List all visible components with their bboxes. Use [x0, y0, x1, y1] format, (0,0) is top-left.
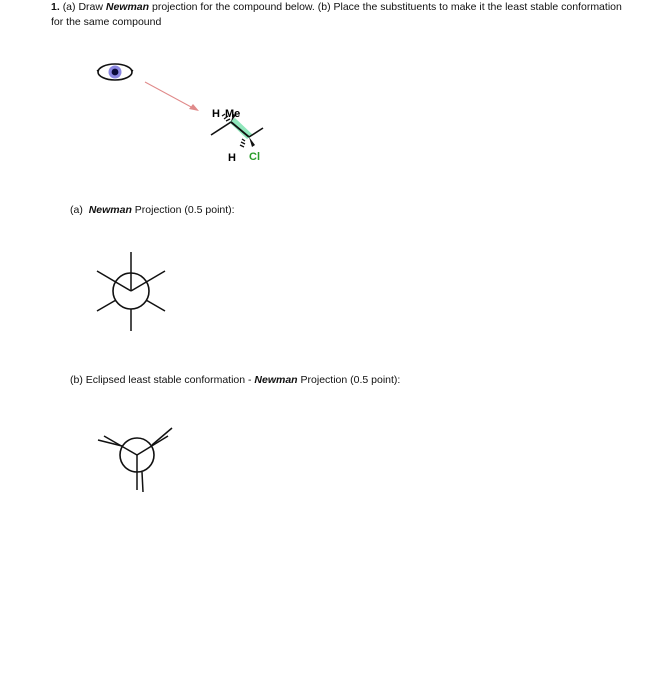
- atom-label-h-top: H: [212, 108, 220, 120]
- question-number: 1.: [51, 1, 60, 13]
- section-a-newman-word: Newman: [88, 204, 132, 216]
- atom-label-h-bottom: H: [228, 152, 236, 164]
- section-b-suffix: Projection (0.5 point):: [300, 374, 401, 386]
- section-b-prefix: (b) Eclipsed least stable conformation -: [70, 374, 252, 386]
- question-newman-word: Newman: [105, 1, 150, 13]
- question-text-rest: projection for the compound below. (b) Place the substituents to make it the least stable conformation for the same compound: [51, 1, 622, 28]
- question-part-a-prefix: (a) Draw: [62, 1, 103, 13]
- molecule-structure: [205, 103, 285, 173]
- atom-label-me: Me: [225, 108, 241, 120]
- section-a-prefix: (a): [70, 204, 83, 216]
- section-b-label: [70, 373, 400, 387]
- newman-projection-eclipsed: [94, 424, 184, 494]
- section-a-label: [70, 203, 235, 217]
- atom-label-cl: Cl: [249, 151, 260, 163]
- section-a-suffix: Projection (0.5 point):: [134, 204, 235, 216]
- view-direction-arrow: [145, 82, 205, 114]
- question-text: [51, 0, 631, 30]
- eye-icon: [95, 60, 135, 84]
- newman-projection-staggered: [92, 249, 172, 333]
- section-b-newman-word: Newman: [254, 374, 298, 386]
